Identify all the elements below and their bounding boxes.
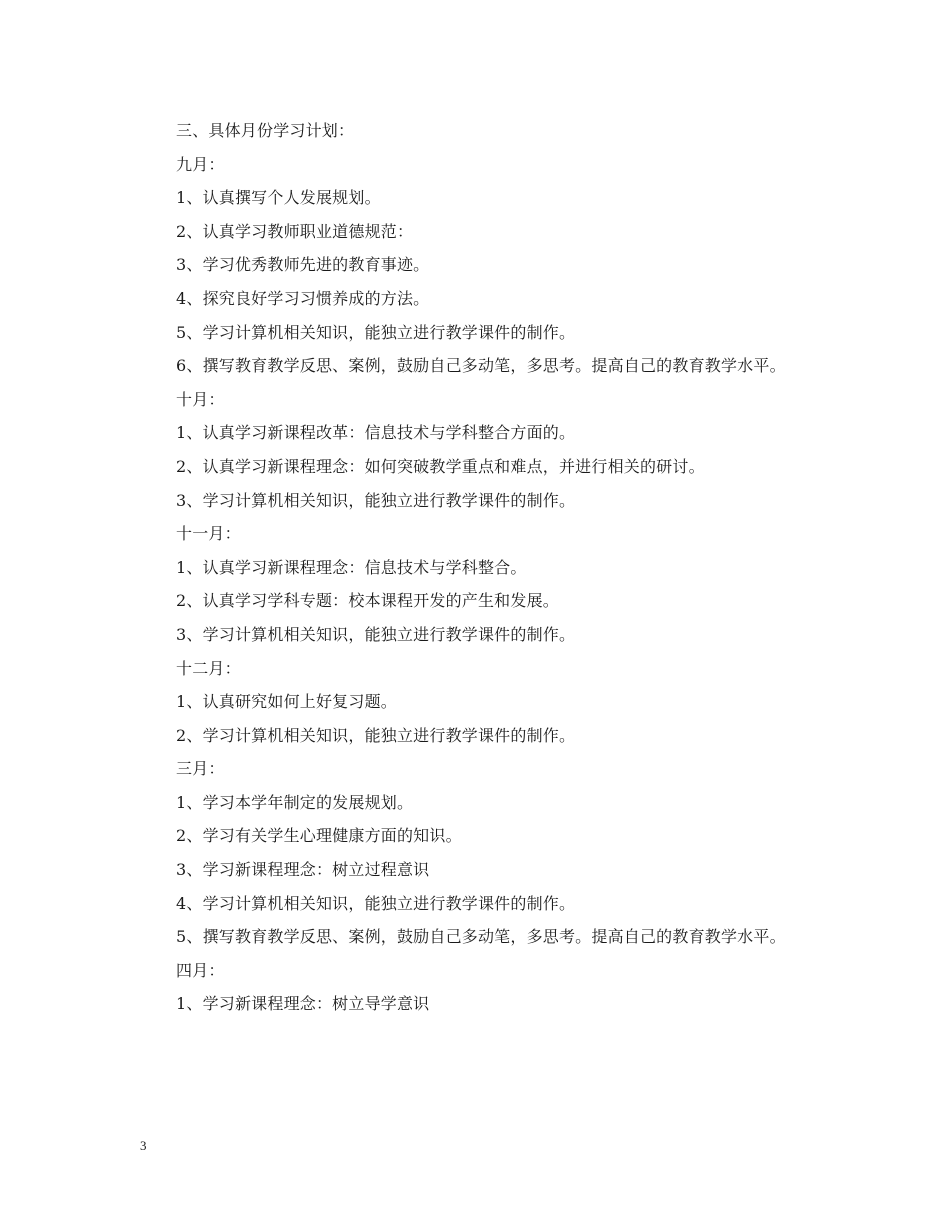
list-item: 1、学习新课程理念：树立导学意识 (176, 994, 430, 1014)
list-item: 2、认真学习新课程理念：如何突破教学重点和难点，并进行相关的研讨。 (176, 456, 705, 476)
list-item: 1、认真研究如何上好复习题。 (176, 692, 397, 712)
section-heading: 三、具体月份学习计划： (176, 121, 355, 140)
list-item: 4、学习计算机相关知识，能独立进行教学课件的制作。 (176, 893, 576, 913)
list-item: 1、学习本学年制定的发展规划。 (176, 792, 414, 812)
list-item: 1、认真撰写个人发展规划。 (176, 188, 381, 208)
list-item: 4、探究良好学习习惯养成的方法。 (176, 288, 430, 308)
list-item: 5、学习计算机相关知识，能独立进行教学课件的制作。 (176, 322, 576, 342)
list-item: 3、学习新课程理念：树立过程意识 (176, 860, 430, 880)
page-number: 3 (140, 1138, 147, 1153)
month-heading-april: 四月： (176, 960, 225, 980)
month-heading-september: 九月： (176, 154, 225, 174)
list-item: 1、认真学习新课程改革：信息技术与学科整合方面的。 (176, 423, 576, 443)
list-item: 3、学习计算机相关知识，能独立进行教学课件的制作。 (176, 624, 576, 644)
list-item: 2、认真学习教师职业道德规范： (176, 221, 414, 241)
list-item: 6、撰写教育教学反思、案例，鼓励自己多动笔，多思考。提高自己的教育教学水平。 (176, 356, 786, 376)
document-body (143, 114, 813, 1021)
list-item: 2、认真学习学科专题：校本课程开发的产生和发展。 (176, 591, 559, 611)
list-item: 2、学习计算机相关知识，能独立进行教学课件的制作。 (176, 725, 576, 745)
list-item: 5、撰写教育教学反思、案例，鼓励自己多动笔，多思考。提高自己的教育教学水平。 (176, 927, 786, 947)
list-item: 3、学习优秀教师先进的教育事迹。 (176, 255, 430, 275)
list-item: 1、认真学习新课程理念：信息技术与学科整合。 (176, 557, 527, 577)
month-heading-october: 十月： (176, 389, 225, 409)
month-heading-march: 三月： (176, 759, 225, 779)
month-heading-november: 十一月： (176, 524, 241, 544)
month-heading-december: 十二月： (176, 658, 241, 678)
list-item: 3、学习计算机相关知识，能独立进行教学课件的制作。 (176, 490, 576, 510)
list-item: 2、学习有关学生心理健康方面的知识。 (176, 826, 462, 846)
